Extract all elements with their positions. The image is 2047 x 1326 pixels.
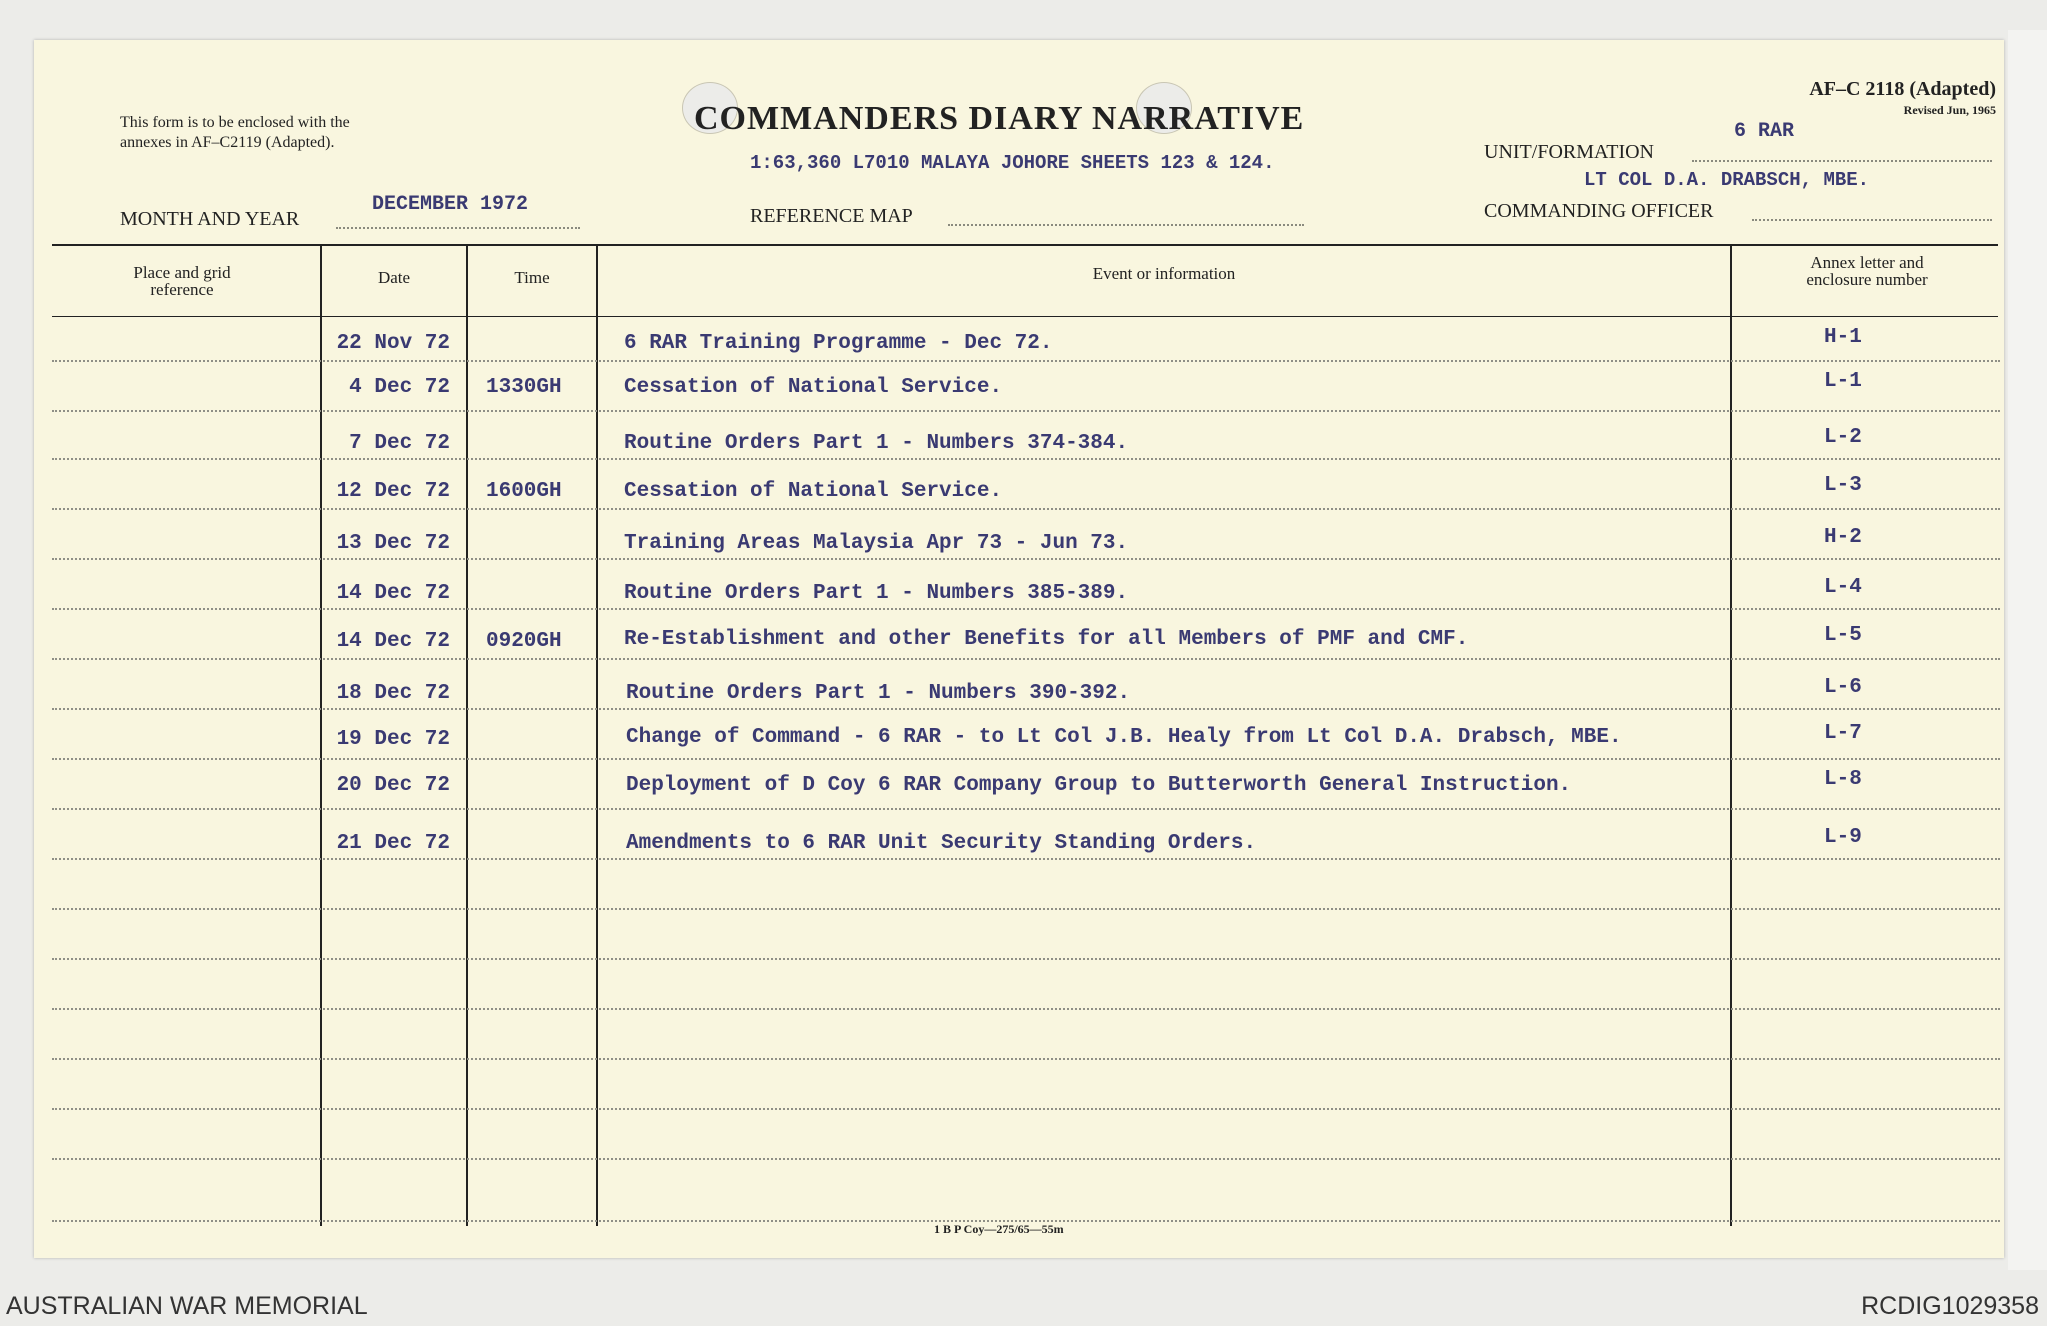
row-11-annex: L-9 xyxy=(1824,826,1862,849)
row-2-time: 1330GH xyxy=(486,376,562,399)
row-1-event: 6 RAR Training Programme - Dec 72. xyxy=(624,332,1053,355)
co-dotted-line xyxy=(1752,219,1992,221)
table-top-rule xyxy=(52,244,1998,246)
row-rule xyxy=(52,410,2000,412)
row-rule xyxy=(52,858,2000,860)
column-header-place-line2: reference xyxy=(150,280,214,299)
commanding-officer-label: COMMANDING OFFICER xyxy=(1484,200,1714,222)
unit-label: UNIT/FORMATION xyxy=(1484,141,1654,163)
row-rule xyxy=(52,1058,2000,1060)
row-7-event: Re-Establishment and other Benefits for all Members of PMF and CMF. xyxy=(624,628,1469,651)
form-note xyxy=(120,113,350,153)
row-9-date: 19 Dec 72 xyxy=(336,728,450,751)
row-rule xyxy=(52,958,2000,960)
row-10-annex: L-8 xyxy=(1824,768,1862,791)
column-header-place xyxy=(74,264,290,298)
row-7-time: 0920GH xyxy=(486,630,562,653)
row-3-event: Routine Orders Part 1 - Numbers 374-384. xyxy=(624,432,1129,455)
row-rule xyxy=(52,708,2000,710)
month-year-value: DECEMBER 1972 xyxy=(372,193,529,216)
row-11-event: Amendments to 6 RAR Unit Security Standing Orders. xyxy=(626,832,1257,855)
row-6-event: Routine Orders Part 1 - Numbers 385-389. xyxy=(624,582,1129,605)
row-5-annex: H-2 xyxy=(1824,526,1862,549)
form-note-line1: This form is to be enclosed with the xyxy=(120,114,350,131)
column-divider-2 xyxy=(466,244,468,1226)
row-7-date: 14 Dec 72 xyxy=(336,630,450,653)
column-header-time: Time xyxy=(514,268,550,287)
archive-footer xyxy=(0,1292,2047,1326)
row-2-date: 4 Dec 72 xyxy=(349,376,450,399)
row-6-date: 14 Dec 72 xyxy=(336,582,450,605)
row-rule xyxy=(52,508,2000,510)
archive-id: RCDIG1029358 xyxy=(1861,1292,2039,1320)
column-divider-4 xyxy=(1730,244,1732,1226)
column-header-annex xyxy=(1732,254,2002,288)
month-year-dotted-line xyxy=(336,227,580,229)
unit-value: 6 RAR xyxy=(1734,120,1795,143)
form-number: AF–C 2118 (Adapted) xyxy=(1809,78,1996,100)
row-9-annex: L-7 xyxy=(1824,722,1862,745)
row-4-date: 12 Dec 72 xyxy=(336,480,450,503)
column-header-date: Date xyxy=(377,268,411,287)
printer-imprint: 1 B P Coy—275/65—55m xyxy=(934,1222,1064,1236)
column-divider-1 xyxy=(320,244,322,1226)
row-10-event: Deployment of D Coy 6 RAR Company Group to Butterworth General Instruction. xyxy=(626,774,1572,797)
row-rule xyxy=(52,458,2000,460)
form-revised-date: Revised Jun, 1965 xyxy=(1903,103,1996,117)
row-4-annex: L-3 xyxy=(1824,474,1862,497)
column-header-annex-line1: Annex letter and xyxy=(1810,253,1924,272)
form-title: COMMANDERS DIARY NARRATIVE xyxy=(694,100,1305,137)
row-rule xyxy=(52,1008,2000,1010)
row-3-date: 7 Dec 72 xyxy=(349,432,450,455)
row-7-annex: L-5 xyxy=(1824,624,1862,647)
reference-map-label: REFERENCE MAP xyxy=(750,205,913,227)
row-2-annex: L-1 xyxy=(1824,370,1862,393)
reference-map-value: 1:63,360 L7010 MALAYA JOHORE SHEETS 123 & 124. xyxy=(750,152,1275,174)
row-1-date: 22 Nov 72 xyxy=(336,332,450,355)
row-rule xyxy=(52,558,2000,560)
row-5-event: Training Areas Malaysia Apr 73 - Jun 73. xyxy=(624,532,1129,555)
row-2-event: Cessation of National Service. xyxy=(624,376,1003,399)
row-8-date: 18 Dec 72 xyxy=(336,682,450,705)
unit-dotted-line xyxy=(1692,160,1992,162)
row-rule xyxy=(52,758,2000,760)
archive-source: AUSTRALIAN WAR MEMORIAL xyxy=(6,1292,368,1320)
month-year-label: MONTH AND YEAR xyxy=(120,208,300,230)
row-3-annex: L-2 xyxy=(1824,426,1862,449)
column-divider-3 xyxy=(596,244,598,1226)
row-5-date: 13 Dec 72 xyxy=(336,532,450,555)
header-bottom-rule xyxy=(52,316,1998,317)
form-note-line2: annexes in AF–C2119 (Adapted). xyxy=(120,134,335,151)
row-rule xyxy=(52,808,2000,810)
row-1-annex: H-1 xyxy=(1824,326,1862,349)
column-header-event: Event or information xyxy=(1092,264,1236,283)
row-11-date: 21 Dec 72 xyxy=(336,832,450,855)
row-rule xyxy=(52,1108,2000,1110)
row-9-event: Change of Command - 6 RAR - to Lt Col J.B. Healy from Lt Col D.A. Drabsch, MBE. xyxy=(626,726,1622,749)
row-rule xyxy=(52,360,2000,362)
row-6-annex: L-4 xyxy=(1824,576,1862,599)
row-rule xyxy=(52,658,2000,660)
scan-edge xyxy=(2008,30,2047,1270)
diary-form-sheet xyxy=(34,40,2004,1258)
row-rule xyxy=(52,1158,2000,1160)
row-4-time: 1600GH xyxy=(486,480,562,503)
column-header-place-line1: Place and grid xyxy=(133,263,231,282)
row-10-date: 20 Dec 72 xyxy=(336,774,450,797)
row-rule xyxy=(52,908,2000,910)
commanding-officer-value: LT COL D.A. DRABSCH, MBE. xyxy=(1584,169,1870,191)
row-4-event: Cessation of National Service. xyxy=(624,480,1003,503)
row-rule xyxy=(52,608,2000,610)
row-8-event: Routine Orders Part 1 - Numbers 390-392. xyxy=(626,682,1131,705)
row-8-annex: L-6 xyxy=(1824,676,1862,699)
column-header-annex-line2: enclosure number xyxy=(1806,270,1928,289)
reference-map-dotted-line xyxy=(948,224,1304,226)
